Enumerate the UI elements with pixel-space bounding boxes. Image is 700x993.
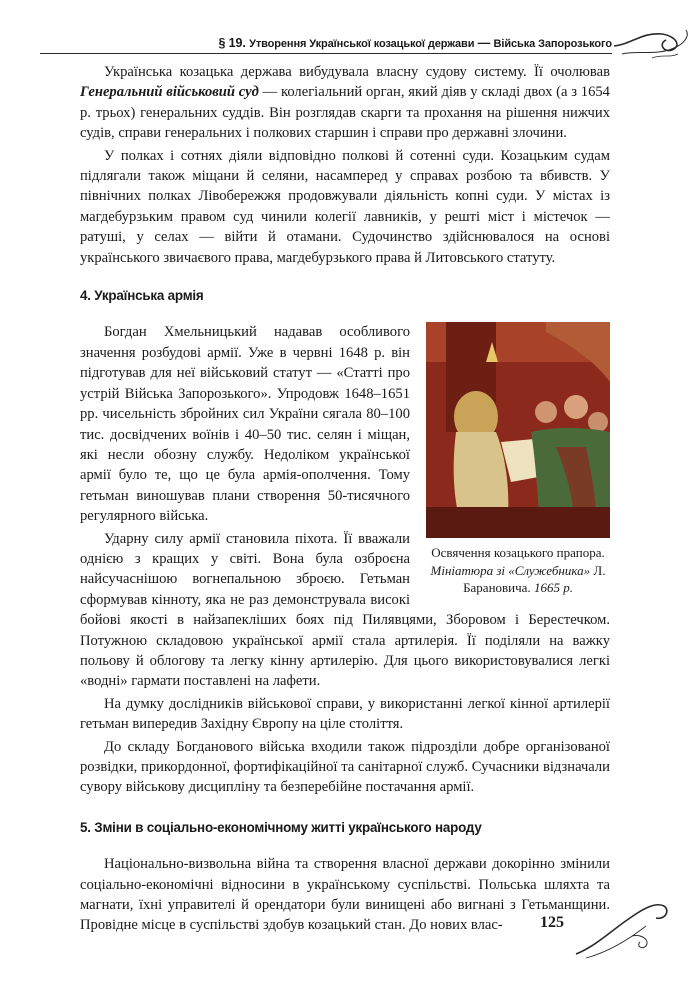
page-content	[80, 62, 610, 936]
header-title-a: Утворення Української козацької держави	[249, 38, 475, 50]
paragraph-army-4: До складу Богданового війська входили також підрозділи добре організованої розвідки, прикордонної, фортифікаційної та санітарної служб. Сучасники відзначали сувору військову дисципліну та безперебійне постачання армії.	[80, 738, 610, 796]
paragraph-socio-economic: Національно-визвольна війна та створення власної держави докорінно змінили соціально-економічні відносини в українському суспільстві. Польська шляхта та магнати, їхні управителі й орендатори були винищені або вигнані з Гетьманщини. Провідне місце в суспільстві здобув козацький стан. До нових влас-	[80, 856, 610, 934]
section-heading-4: 4. Українська армія	[80, 288, 204, 304]
flourish-ornament-top	[612, 24, 694, 64]
figure-miniature	[422, 322, 610, 597]
header-dash: —	[474, 36, 494, 50]
miniature-painting	[426, 322, 610, 538]
term-general-court: Генеральний військовий суд	[80, 84, 259, 101]
paragraph-court-system: Українська козацька держава вибудувала власну судову систему. Її очолював Генеральний військовий суд — колегіальний орган, який діяв у складі двох (а з 1654 р. трьох) генеральних суддів. Він розглядав скарги та прохання на рішення нижчих судів, справи генеральних і полкових старшин і справи про державні злочини.	[80, 64, 610, 142]
page-number: 125	[540, 914, 564, 931]
header-title-b: Війська Запорозького	[493, 38, 612, 50]
flourish-ornament-bottom	[572, 896, 672, 960]
paragraph-regimental-courts: У полках і сотнях діяли відповідно полкові й сотенні суди. Козацьким судам підлягали також міщани й селяни, насамперед у справах розбою та вбивств. У північних полках Лівобережжя продовжували діяльність копні суди. У містах із магдебурзьким правом суд чинили колегії лавників, у решті міст і містечок — ратуші, у селах — війти й отамани. Судочинство здійснювалося на основі українського звичаєвого права, магдебурзького права й Литовського статуту.	[80, 147, 610, 266]
paragraph-army-1: Богдан Хмельницький надавав особливого значення розбудові армії. Уже в червні 1648 р. він підготував для неї військовий статут — «Статті про устрій Війська Запорозького». Упродовж 1648–1651 рр. чисельність збройних сил України сягала 80–100 тис. досвідчених воїнів і 40–50 тис. селян і міщан, які несли обозну службу. Недоліком української армії було те, що це була армія-ополчення. Тому гетьман виношував плани створення 50-тисячного регулярного війська.	[80, 324, 410, 525]
running-header	[40, 36, 612, 54]
figure-image	[426, 322, 610, 538]
figure-caption: Освячення козацького прапора. Мініатюра зі «Служебника» Л. Барановича. 1665 р.	[430, 545, 606, 596]
paragraph-army-3: На думку дослідників військової справи, у використанні легкої кінної артилерії гетьман випередив Західну Європу на ціле століття.	[80, 695, 610, 733]
section-sign: § 19.	[218, 36, 246, 50]
paragraph-army-2: Ударну силу армії становила піхота. Її вважали однією з кращих у світі. Вона була озброєна найсучаснішою вогнепальною зброєю. Гетьман сформував кінноту, яка не раз демонструвала високі бойові якості в найзапекліших боях під Пилявцями, Зборовом і Берестечком. Потужною складовою української армії стала артилерія. Її поділяли на важку польову й облогову та легку кінну артилерію. Для цього використовувалися легкі «водні» гармати поставлені на лафети.	[80, 530, 610, 690]
section-heading-5: 5. Зміни в соціально-економічному житті українського народу	[80, 819, 482, 835]
